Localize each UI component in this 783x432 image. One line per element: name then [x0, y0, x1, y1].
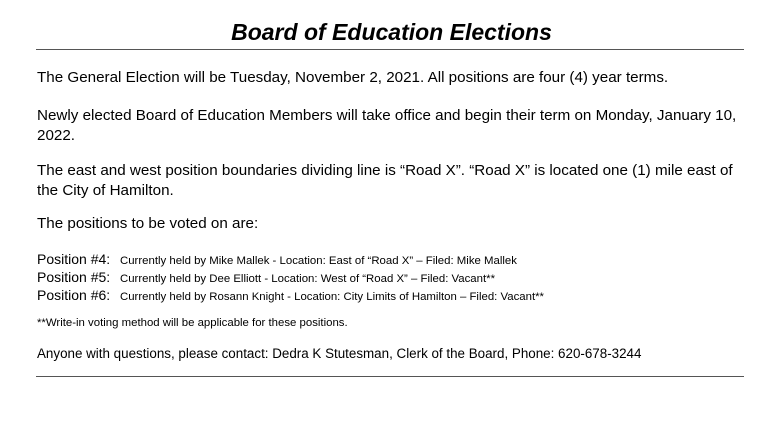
position-label: Position #6:	[37, 287, 111, 303]
top-divider	[36, 49, 744, 50]
list-item	[37, 286, 749, 304]
write-in-note: **Write-in voting method will be applicable for these positions.	[37, 317, 348, 329]
bottom-divider	[36, 376, 744, 377]
list-item	[37, 268, 749, 286]
positions-intro-paragraph: The positions to be voted on are:	[37, 215, 259, 232]
position-label: Position #4:	[37, 251, 111, 267]
list-item	[37, 250, 749, 268]
boundary-paragraph: The east and west position boundaries dividing line is “Road X”. “Road X” is located one (1) mile east of the City of Hamilton.	[37, 162, 733, 199]
position-description: Currently held by Rosann Knight - Location: City Limits of Hamilton – Filed: Vacant**	[120, 291, 544, 303]
position-description: Currently held by Mike Mallek - Location: East of “Road X” – Filed: Mike Mallek	[120, 255, 517, 267]
position-label: Position #5:	[37, 269, 111, 285]
page-title: Board of Education Elections	[231, 19, 552, 45]
contact-line: Anyone with questions, please contact: Dedra K Stutesman, Clerk of the Board, Phone: 620-678-3244	[37, 346, 642, 361]
election-date-paragraph: The General Election will be Tuesday, November 2, 2021. All positions are four (4) year terms.	[37, 69, 669, 86]
position-description: Currently held by Dee Elliott - Location: West of “Road X” – Filed: Vacant**	[120, 273, 496, 285]
positions-list	[37, 250, 749, 304]
term-start-paragraph: Newly elected Board of Education Members will take office and begin their term on Monday, January 10, 2022.	[37, 107, 737, 144]
